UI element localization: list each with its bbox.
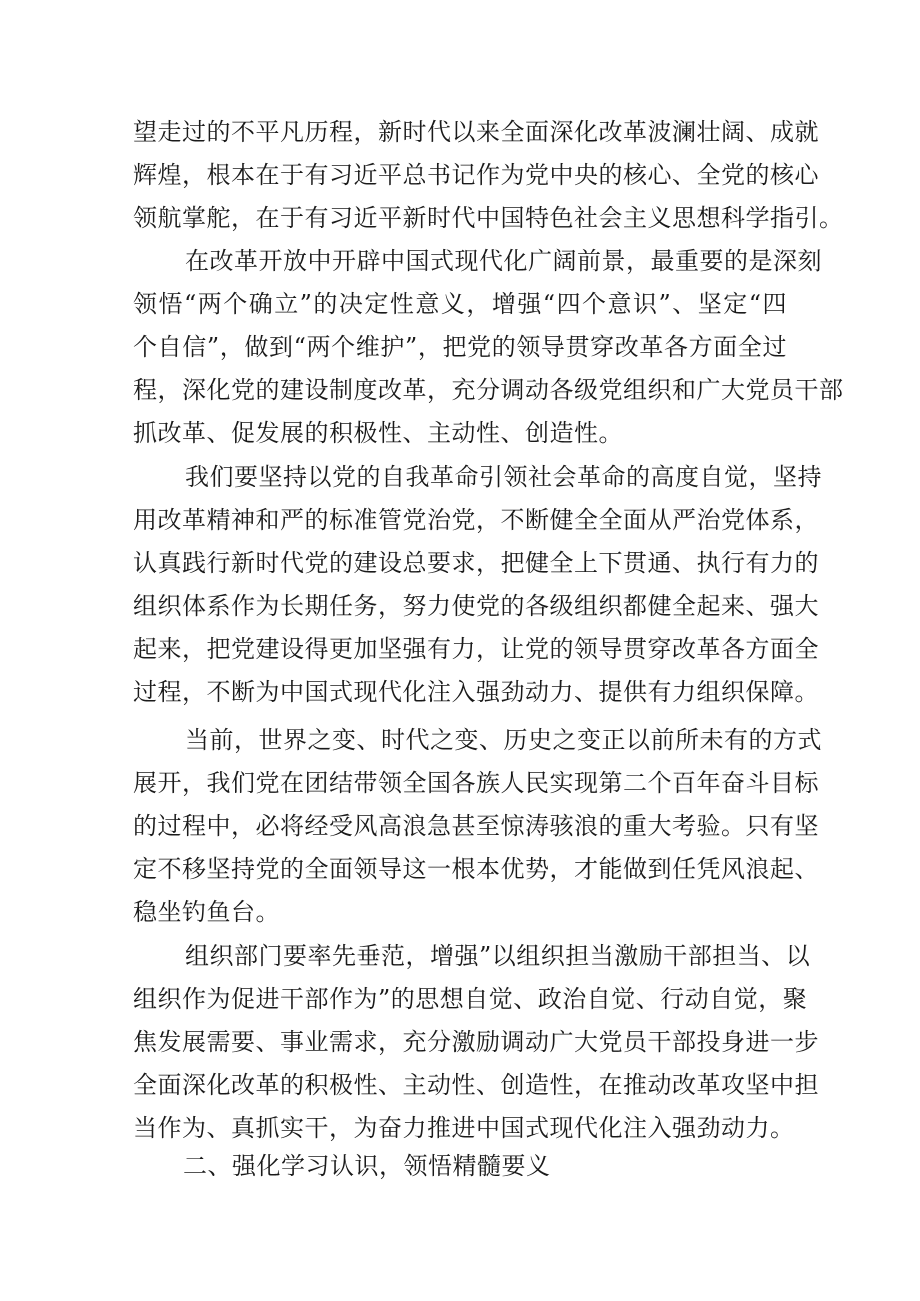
text-line: 定不移坚持党的全面领导这一根本优势，才能做到任凭风浪起、	[133, 855, 819, 883]
text-line: 当作为、真抓实干，为奋力推进中国式现代化注入强劲动力。	[133, 1114, 795, 1142]
text-line: 辉煌，根本在于有习近平总书记作为党中央的核心、全党的核心	[133, 161, 819, 189]
text-line: 焦发展需要、事业需求，充分激励调动广大党员干部投身进一步	[133, 1028, 819, 1056]
text-line: 的过程中，必将经受风高浪急甚至惊涛骇浪的重大考验。只有坚	[133, 812, 819, 840]
text-line: 组织作为促进干部作为”的思想自觉、政治自觉、行动自觉，聚	[133, 985, 808, 1013]
text-line: 在改革开放中开辟中国式现代化广阔前景，最重要的是深刻	[185, 247, 822, 275]
text-line: 组织部门要率先垂范，增强”以组织担当激励干部担当、以	[185, 942, 811, 970]
text-line: 抓改革、促发展的积极性、主动性、创造性。	[133, 419, 623, 447]
text-line: 稳坐钓鱼台。	[133, 898, 280, 926]
text-line: 过程，不断为中国式现代化注入强劲动力、提供有力组织保障。	[133, 678, 819, 706]
text-line: 组织体系作为长期任务，努力使党的各级组织都健全起来、强大	[133, 592, 819, 620]
text-line: 起来，把党建设得更加坚强有力，让党的领导贯穿改革各方面全	[133, 635, 819, 663]
text-line: 认真践行新时代党的建设总要求，把健全上下贯通、执行有力的	[133, 549, 819, 577]
section-heading: 二、强化学习认识，领悟精髓要义	[183, 1152, 551, 1180]
text-line: 领航掌舵，在于有习近平新时代中国特色社会主义思想科学指引。	[133, 204, 844, 232]
text-line: 展开，我们党在团结带领全国各族人民实现第二个百年奋斗目标	[133, 769, 819, 797]
text-line: 个自信”，做到“两个维护”，把党的领导贯穿改革各方面全过	[133, 333, 787, 361]
text-line: 用改革精神和严的标准管党治党，不断健全全面从严治党体系，	[133, 506, 819, 534]
text-line: 我们要坚持以党的自我革命引领社会革命的高度自觉，坚持	[185, 463, 822, 491]
text-line: 当前，世界之变、时代之变、历史之变正以前所未有的方式	[185, 726, 822, 754]
text-line: 望走过的不平凡历程，新时代以来全面深化改革波澜壮阔、成就	[133, 118, 819, 146]
text-line: 领悟“两个确立”的决定性意义，增强“四个意识”、坚定“四	[133, 290, 787, 318]
text-line: 全面深化改革的积极性、主动性、创造性，在推动改革攻坚中担	[133, 1071, 819, 1099]
text-line: 程，深化党的建设制度改革，充分调动各级党组织和广大党员干部	[133, 376, 844, 404]
